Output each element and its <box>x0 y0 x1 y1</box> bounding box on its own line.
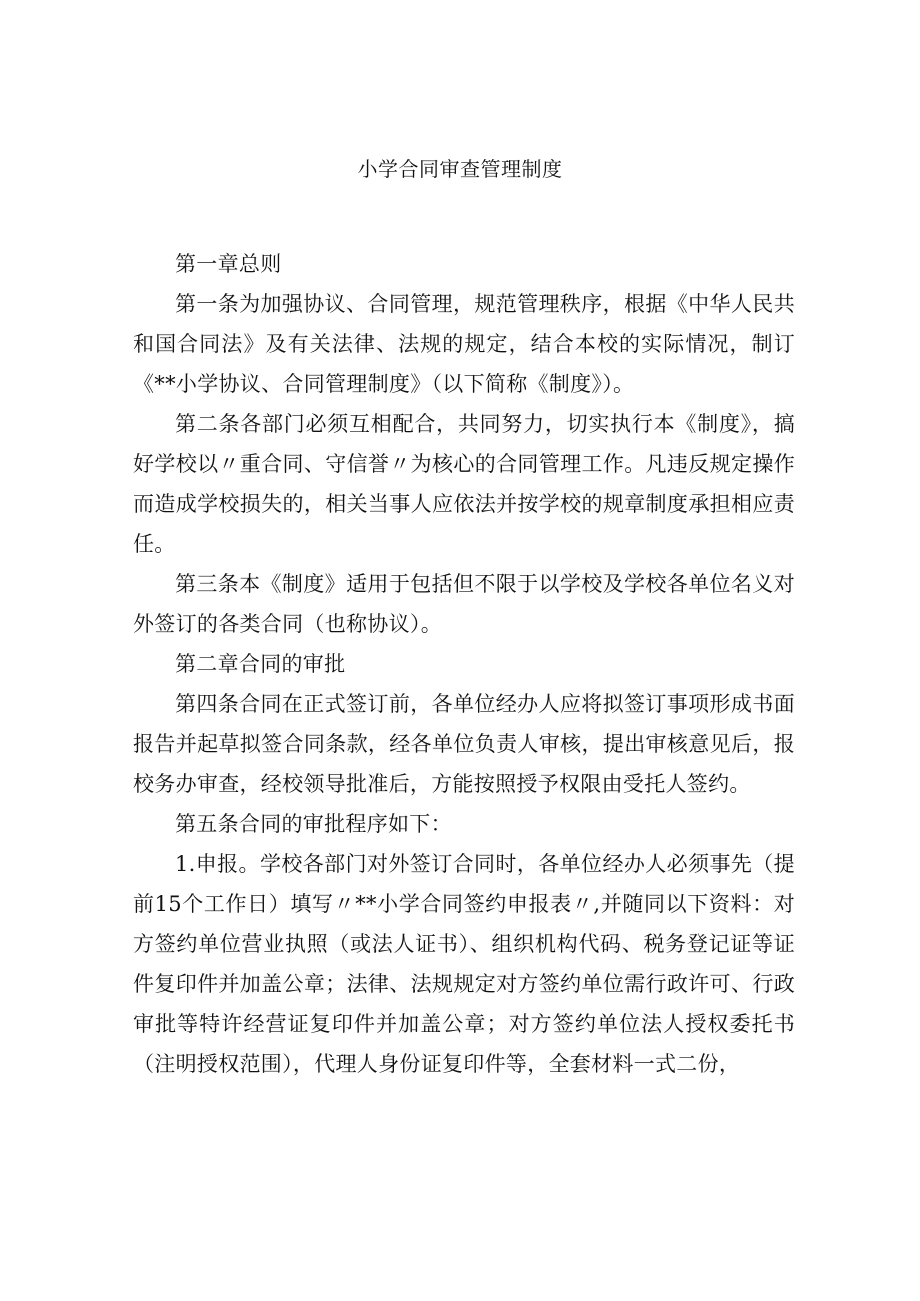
paragraph: 第二条各部门必须互相配合，共同努力，切实执行本《制度》，搞好学校以〃重合同、守信誉〃为核心的合同管理工作。凡违反规定操作而造成学校损失的，相关当事人应依法并按学校的规章制度承担相应责任。 <box>133 412 795 556</box>
chapter-heading: 第二章合同的审批 <box>175 652 346 676</box>
paragraph: 第四条合同在正式签订前，各单位经办人应将拟签订事项形成书面报告并起草拟签合同条款，经各单位负责人审核，提出审核意见后，报校务办审查，经校领导批准后，方能按照授予权限由受托人签约。 <box>133 692 795 796</box>
paragraph: 第一条为加强协议、合同管理，规范管理秩序，根据《中华人民共和国合同法》及有关法律、法规的规定，结合本校的实际情况，制订《**小学协议、合同管理制度》（以下简称《制度》）。 <box>133 292 795 396</box>
paragraph: 第五条合同的审批程序如下： <box>175 812 452 836</box>
paragraph: 1.申报。学校各部门对外签订合同时，各单位经办人必须事先（提前15个工作日）填写〃**小学合同签约申报表〃,并随同以下资料：对方签约单位营业执照（或法人证书）、组织机构代码、税务登记证等证件复印件并加盖公章；法律、法规规定对方签约单位需行政许可、行政审批等特许经营证复印件并加盖公章；对方签约单位法人授权委托书（注明授权范围），代理人身份证复印件等，全套材料一式二份， <box>133 852 795 1076</box>
chapter-heading: 第一章总则 <box>175 252 282 276</box>
document-body <box>133 244 795 1084</box>
paragraph: 第三条本《制度》适用于包括但不限于以学校及学校各单位名义对外签订的各类合同（也称协议）。 <box>133 572 795 636</box>
document-title: 小学合同审查管理制度 <box>357 157 563 181</box>
